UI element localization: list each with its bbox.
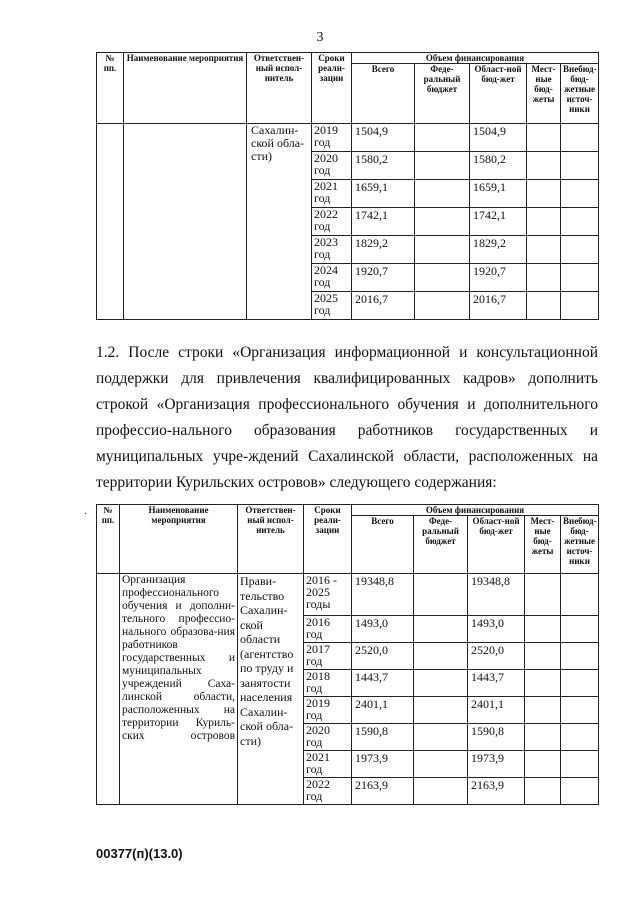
regional-cell: 1590,8 (468, 724, 525, 751)
regional-cell: 19348,8 (468, 574, 525, 616)
local-cell (525, 778, 561, 805)
federal-cell (415, 208, 470, 236)
header-total: Всего (352, 64, 415, 124)
header-extrabudget: Внебюд-бюд-жетные источ-ники (561, 516, 599, 574)
federal-cell (415, 292, 470, 320)
regional-cell: 1493,0 (468, 616, 525, 643)
header-name: Наименование мероприятия (124, 53, 247, 124)
federal-cell (414, 616, 468, 643)
local-cell (525, 574, 561, 616)
federal-cell (415, 236, 470, 264)
header-federal: Феде-ральный бюджет (414, 516, 468, 574)
period-cell: 2020 год (304, 724, 352, 751)
period-cell: 2025 год (312, 292, 352, 320)
extrabudget-cell (561, 616, 599, 643)
local-cell (527, 264, 561, 292)
federal-cell (415, 152, 470, 180)
period-cell: 2016 - 2025 годы (304, 574, 352, 616)
period-cell: 2020 год (312, 152, 352, 180)
federal-cell (414, 724, 468, 751)
period-cell: 2017 год (304, 643, 352, 670)
regional-cell: 2163,9 (468, 778, 525, 805)
federal-cell (414, 697, 468, 724)
federal-cell (414, 751, 468, 778)
local-cell (527, 208, 561, 236)
period-cell: 2022 год (304, 778, 352, 805)
total-cell: 1590,8 (352, 724, 414, 751)
period-cell: 2023 год (312, 236, 352, 264)
header-local: Мест-ные бюд-жеты (525, 516, 561, 574)
regional-cell: 2401,1 (468, 697, 525, 724)
header-local: Мест-ные бюд-жеты (527, 64, 561, 124)
total-cell: 1742,1 (352, 208, 415, 236)
period-cell: 2019 год (312, 124, 352, 152)
total-cell: 1504,9 (352, 124, 415, 152)
header-period: Сроки реали-зации (304, 505, 352, 574)
num-cell (97, 124, 124, 320)
header-financing: Объем финансирования (352, 505, 599, 516)
total-cell: 1973,9 (352, 751, 414, 778)
extrabudget-cell (561, 643, 599, 670)
total-cell: 1493,0 (352, 616, 414, 643)
federal-cell (414, 670, 468, 697)
amendment-paragraph: 1.2. После строки «Организация информационной и консультационной поддержки для привлечения квалифицированных кадров» дополнить строкой «Организация профессионального обучения и дополнительного профессио-нального образования работников государственных и муниципальных учре-ждений Сахалинской области, расположенных на территории Курильских островов» следующего содержания: (96, 344, 598, 491)
total-cell: 2401,1 (352, 697, 414, 724)
regional-cell: 1443,7 (468, 670, 525, 697)
period-cell: 2018 год (304, 670, 352, 697)
extrabudget-cell (561, 208, 599, 236)
local-cell (525, 751, 561, 778)
extrabudget-cell (561, 670, 599, 697)
local-cell (527, 292, 561, 320)
local-cell (525, 643, 561, 670)
extrabudget-cell (561, 180, 599, 208)
regional-cell: 2520,0 (468, 643, 525, 670)
period-cell: 2016 год (304, 616, 352, 643)
regional-cell: 1580,2 (470, 152, 527, 180)
period-cell: 2021 год (304, 751, 352, 778)
local-cell (525, 616, 561, 643)
financing-table-2 (96, 504, 599, 805)
total-cell: 2520,0 (352, 643, 414, 670)
extrabudget-cell (561, 697, 599, 724)
total-cell: 1659,1 (352, 180, 415, 208)
header-name: Наименование мероприятия (120, 505, 238, 574)
header-num: № пп. (97, 505, 120, 574)
federal-cell (415, 124, 470, 152)
extrabudget-cell (561, 264, 599, 292)
header-regional: Област-ной бюд-жет (470, 64, 527, 124)
name-cell: Организация профессионального обучения и дополни-тельного профессио-нального образова-ния работников государственных и муниципальных учреждений Саха-линской области, расположенных на территории Куриль-ских островов (120, 574, 238, 805)
period-cell: 2024 год (312, 264, 352, 292)
extrabudget-cell (561, 292, 599, 320)
total-cell: 1920,7 (352, 264, 415, 292)
header-period: Сроки реали-зации (312, 53, 352, 124)
federal-cell (415, 180, 470, 208)
federal-cell (414, 574, 468, 616)
extrabudget-cell (561, 778, 599, 805)
regional-cell: 1659,1 (470, 180, 527, 208)
local-cell (527, 152, 561, 180)
table-row (97, 574, 599, 616)
local-cell (527, 180, 561, 208)
federal-cell (415, 264, 470, 292)
header-executor: Ответствен-ный испол-нитель (247, 53, 312, 124)
total-cell: 1580,2 (352, 152, 415, 180)
document-code: 00377(п)(13.0) (96, 846, 183, 861)
extrabudget-cell (561, 152, 599, 180)
regional-cell: 1742,1 (470, 208, 527, 236)
executor-cell: Прави-тельство Сахалин-ской области (агентство по труду и занятости населения Сахалин-ской обла-сти) (238, 574, 304, 805)
executor-cell: Сахалин-ской обла-сти) (247, 124, 312, 320)
local-cell (525, 670, 561, 697)
total-cell: 19348,8 (352, 574, 414, 616)
num-cell (97, 574, 120, 805)
total-cell: 2163,9 (352, 778, 414, 805)
regional-cell: 1829,2 (470, 236, 527, 264)
header-executor: Ответствен-ный испол-нитель (238, 505, 304, 574)
name-cell (124, 124, 247, 320)
header-total: Всего (352, 516, 414, 574)
header-num: № пп. (97, 53, 124, 124)
local-cell (525, 724, 561, 751)
page-number: 3 (316, 30, 324, 45)
table-row (97, 124, 599, 152)
total-cell: 1829,2 (352, 236, 415, 264)
period-cell: 2021 год (312, 180, 352, 208)
total-cell: 2016,7 (352, 292, 415, 320)
local-cell (527, 236, 561, 264)
header-extrabudget: Внебюд-бюд-жетные источ-ники (561, 64, 599, 124)
period-cell: 2022 год (312, 208, 352, 236)
extrabudget-cell (561, 751, 599, 778)
extrabudget-cell (561, 236, 599, 264)
header-financing: Объем финансирования (352, 53, 599, 64)
regional-cell: 1920,7 (470, 264, 527, 292)
federal-cell (414, 643, 468, 670)
margin-mark: · (84, 509, 88, 520)
financing-table-1 (96, 52, 599, 320)
federal-cell (414, 778, 468, 805)
regional-cell: 1973,9 (468, 751, 525, 778)
local-cell (527, 124, 561, 152)
extrabudget-cell (561, 724, 599, 751)
header-federal: Феде-ральный бюджет (415, 64, 470, 124)
header-regional: Област-ной бюд-жет (468, 516, 525, 574)
local-cell (525, 697, 561, 724)
total-cell: 1443,7 (352, 670, 414, 697)
regional-cell: 1504,9 (470, 124, 527, 152)
extrabudget-cell (561, 124, 599, 152)
period-cell: 2019 год (304, 697, 352, 724)
extrabudget-cell (561, 574, 599, 616)
regional-cell: 2016,7 (470, 292, 527, 320)
